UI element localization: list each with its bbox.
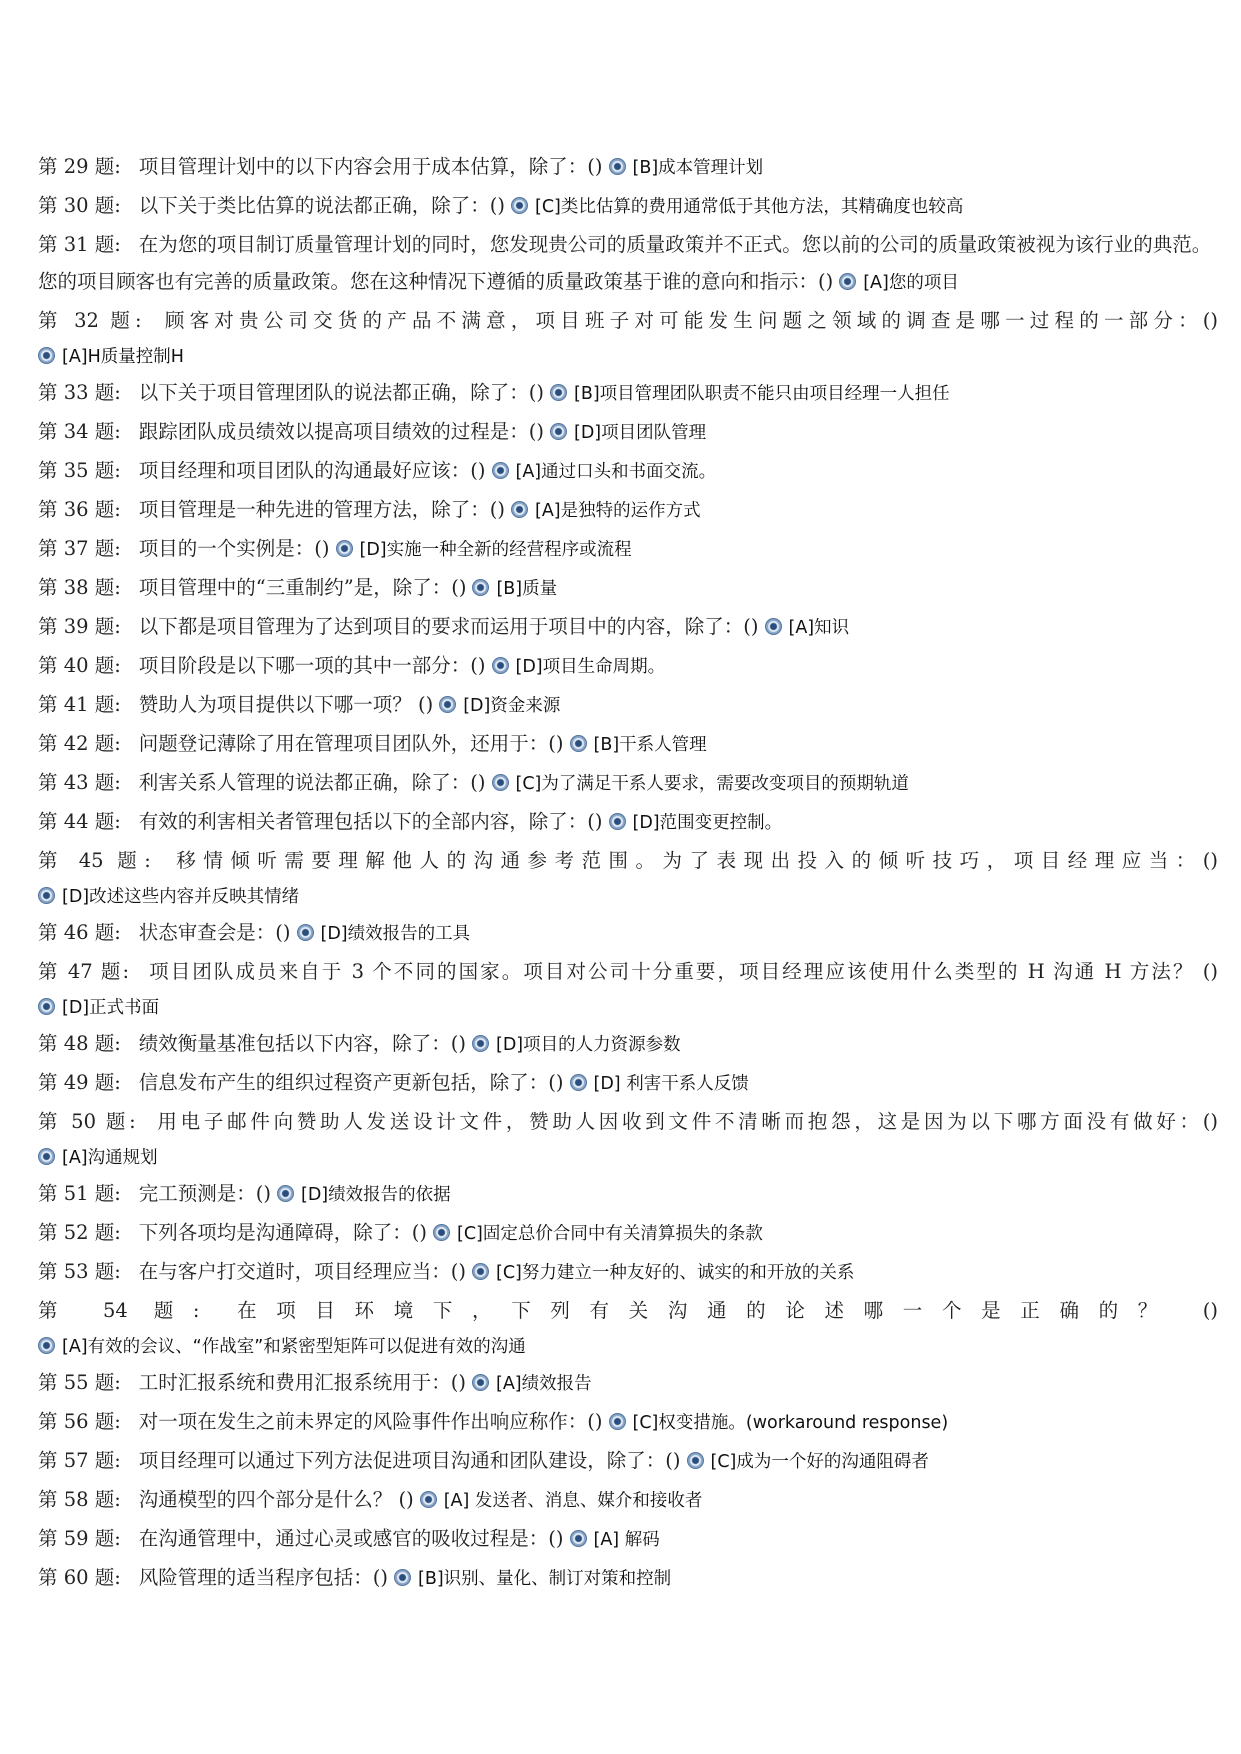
answer-text: [C]固定总价合同中有关清算损失的条款 bbox=[457, 1224, 763, 1244]
question-49 bbox=[38, 1064, 1218, 1103]
question-55 bbox=[38, 1364, 1218, 1403]
radio-selected-icon bbox=[609, 813, 626, 830]
radio-selected-icon bbox=[439, 696, 456, 713]
question-57 bbox=[38, 1442, 1218, 1481]
answer-text: [A]是独特的运作方式 bbox=[535, 501, 701, 521]
question-text: 工时汇报系统和费用汇报系统用于：() bbox=[138, 1371, 466, 1394]
question-text: 信息发布产生的组织过程资产更新包括，除了：() bbox=[138, 1071, 564, 1094]
answer-text: [C]努力建立一种友好的、诚实的和开放的关系 bbox=[496, 1263, 855, 1283]
question-number: 第 47 题: bbox=[38, 960, 130, 983]
question-46 bbox=[38, 914, 1218, 953]
radio-selected-icon bbox=[570, 1074, 587, 1091]
question-31 bbox=[38, 226, 1218, 302]
answer-text: [A] 发送者、消息、媒介和接收者 bbox=[443, 1491, 703, 1511]
radio-selected-icon bbox=[550, 423, 567, 440]
question-text: 在与客户打交道时，项目经理应当：() bbox=[138, 1260, 466, 1283]
answer-text: [A] 解码 bbox=[593, 1530, 660, 1550]
radio-selected-icon bbox=[420, 1491, 437, 1508]
question-text: 赞助人为项目提供以下哪一项？ () bbox=[138, 693, 434, 716]
question-number: 第 33 题: bbox=[38, 381, 121, 404]
radio-selected-icon bbox=[492, 462, 509, 479]
question-number: 第 43 题: bbox=[38, 771, 121, 794]
question-number: 第 49 题: bbox=[38, 1071, 121, 1094]
answer-text: [B]干系人管理 bbox=[593, 735, 707, 755]
question-58 bbox=[38, 1481, 1218, 1520]
question-43 bbox=[38, 764, 1218, 803]
question-60 bbox=[38, 1559, 1218, 1598]
question-50 bbox=[38, 1103, 1218, 1140]
question-number: 第 60 题: bbox=[38, 1566, 121, 1589]
question-number: 第 52 题: bbox=[38, 1221, 121, 1244]
question-34 bbox=[38, 413, 1218, 452]
question-number: 第 38 题: bbox=[38, 576, 121, 599]
question-number: 第 51 题: bbox=[38, 1182, 121, 1205]
answer-text: [C]类比估算的费用通常低于其他方法，其精确度也较高 bbox=[535, 197, 964, 217]
question-number: 第 53 题: bbox=[38, 1260, 121, 1283]
question-text: 状态审查会是：() bbox=[138, 921, 291, 944]
radio-selected-icon bbox=[492, 774, 509, 791]
question-number: 第 54 题: bbox=[38, 1299, 200, 1322]
question-list bbox=[38, 148, 1218, 1598]
answer-text: [D] 利害干系人反馈 bbox=[593, 1074, 749, 1094]
question-text: 项目管理计划中的以下内容会用于成本估算，除了：() bbox=[138, 155, 603, 178]
question-44 bbox=[38, 803, 1218, 842]
question-number: 第 36 题: bbox=[38, 498, 121, 521]
answer-text: [D]绩效报告的工具 bbox=[320, 924, 471, 944]
radio-selected-icon bbox=[687, 1452, 704, 1469]
question-number: 第 56 题: bbox=[38, 1410, 121, 1433]
question-text: 绩效衡量基准包括以下内容，除了：() bbox=[138, 1032, 466, 1055]
answer-text: [D]正式书面 bbox=[62, 998, 160, 1018]
question-37 bbox=[38, 530, 1218, 569]
question-number: 第 39 题: bbox=[38, 615, 121, 638]
question-text: 以下关于项目管理团队的说法都正确，除了：() bbox=[138, 381, 544, 404]
radio-selected-icon bbox=[492, 657, 509, 674]
answer-line bbox=[38, 990, 1218, 1025]
question-56 bbox=[38, 1403, 1218, 1442]
answer-text: [D]改述这些内容并反映其情绪 bbox=[62, 887, 300, 907]
question-text: 以下都是项目管理为了达到项目的要求而运用于项目中的内容，除了：() bbox=[138, 615, 759, 638]
question-text: 完工预测是：() bbox=[138, 1182, 271, 1205]
question-number: 第 30 题: bbox=[38, 194, 121, 217]
answer-text: [B]质量 bbox=[496, 579, 558, 599]
answer-line bbox=[38, 339, 1218, 374]
radio-selected-icon bbox=[839, 273, 856, 290]
question-text: 跟踪团队成员绩效以提高项目绩效的过程是：() bbox=[138, 420, 544, 443]
question-41 bbox=[38, 686, 1218, 725]
question-text: 项目经理和项目团队的沟通最好应该：() bbox=[138, 459, 486, 482]
answer-text: [D]绩效报告的依据 bbox=[301, 1185, 451, 1205]
radio-selected-icon bbox=[472, 1374, 489, 1391]
question-35 bbox=[38, 452, 1218, 491]
answer-text: [D]项目团队管理 bbox=[574, 423, 707, 443]
question-text: 对一项在发生之前未界定的风险事件作出响应称作：() bbox=[138, 1410, 603, 1433]
question-number: 第 35 题: bbox=[38, 459, 121, 482]
answer-text: [A]H质量控制H bbox=[62, 347, 184, 367]
radio-selected-icon bbox=[38, 1337, 55, 1354]
answer-text: [C]成为一个好的沟通阻碍者 bbox=[710, 1452, 929, 1472]
question-text: 移情倾听需要理解他人的沟通参考范围。为了表现出投入的倾听技巧，项目经理应当：() bbox=[168, 849, 1218, 872]
question-text: 问题登记薄除了用在管理项目团队外，还用于：() bbox=[138, 732, 564, 755]
question-51 bbox=[38, 1175, 1218, 1214]
question-number: 第 40 题: bbox=[38, 654, 121, 677]
question-text: 项目管理中的“三重制约”是，除了：() bbox=[138, 576, 467, 599]
question-number: 第 42 题: bbox=[38, 732, 121, 755]
question-45 bbox=[38, 842, 1218, 879]
question-text: 利害关系人管理的说法都正确，除了：() bbox=[138, 771, 486, 794]
question-39 bbox=[38, 608, 1218, 647]
radio-selected-icon bbox=[277, 1185, 294, 1202]
question-59 bbox=[38, 1520, 1218, 1559]
question-text: 在项目环境下，下列有关沟通的论述哪一个是正确的？ () bbox=[217, 1299, 1218, 1322]
answer-text: [B]识别、量化、制订对策和控制 bbox=[418, 1569, 672, 1589]
question-38 bbox=[38, 569, 1218, 608]
radio-selected-icon bbox=[570, 1530, 587, 1547]
answer-text: [A]沟通规划 bbox=[62, 1148, 158, 1168]
radio-selected-icon bbox=[609, 1413, 626, 1430]
answer-line bbox=[38, 1329, 1218, 1364]
question-number: 第 44 题: bbox=[38, 810, 121, 833]
question-53 bbox=[38, 1253, 1218, 1292]
radio-selected-icon bbox=[550, 384, 567, 401]
question-number: 第 41 题: bbox=[38, 693, 121, 716]
question-number: 第 48 题: bbox=[38, 1032, 121, 1055]
question-text: 项目团队成员来自于 3 个不同的国家。项目对公司十分重要，项目经理应该使用什么类型的 H 沟通 H 方法？ () bbox=[147, 960, 1219, 983]
question-number: 第 32 题: bbox=[38, 309, 142, 332]
question-text: 用电子邮件向赞助人发送设计文件，赞助人因收到文件不清晰而抱怨，这是因为以下哪方面没有做好：() bbox=[153, 1110, 1218, 1133]
answer-line bbox=[38, 1140, 1218, 1175]
question-number: 第 57 题: bbox=[38, 1449, 121, 1472]
radio-selected-icon bbox=[38, 887, 55, 904]
answer-text: [C]权变措施。(workaround response) bbox=[632, 1413, 949, 1433]
radio-selected-icon bbox=[570, 735, 587, 752]
radio-selected-icon bbox=[472, 579, 489, 596]
radio-selected-icon bbox=[472, 1035, 489, 1052]
answer-text: [B]项目管理团队职责不能只由项目经理一人担任 bbox=[574, 384, 950, 404]
question-number: 第 59 题: bbox=[38, 1527, 121, 1550]
question-number: 第 31 题: bbox=[38, 233, 121, 256]
question-number: 第 50 题: bbox=[38, 1110, 136, 1133]
question-text: 顾客对贵公司交货的产品不满意，项目班子对可能发生问题之领域的调查是哪一过程的一部分：() bbox=[159, 309, 1219, 332]
question-number: 第 45 题: bbox=[38, 849, 151, 872]
question-text: 有效的利害相关者管理包括以下的全部内容，除了：() bbox=[138, 810, 603, 833]
answer-text: [D]实施一种全新的经营程序或流程 bbox=[359, 540, 632, 560]
radio-selected-icon bbox=[336, 540, 353, 557]
question-number: 第 58 题: bbox=[38, 1488, 121, 1511]
question-number: 第 46 题: bbox=[38, 921, 121, 944]
question-54 bbox=[38, 1292, 1218, 1329]
radio-selected-icon bbox=[394, 1569, 411, 1586]
question-text: 下列各项均是沟通障碍，除了：() bbox=[138, 1221, 427, 1244]
answer-text: [D]项目生命周期。 bbox=[515, 657, 666, 677]
question-47 bbox=[38, 953, 1218, 990]
question-number: 第 29 题: bbox=[38, 155, 121, 178]
answer-text: [A]您的项目 bbox=[863, 273, 959, 293]
radio-selected-icon bbox=[297, 924, 314, 941]
question-number: 第 55 题: bbox=[38, 1371, 121, 1394]
question-29 bbox=[38, 148, 1218, 187]
question-text: 项目管理是一种先进的管理方法，除了：() bbox=[138, 498, 505, 521]
radio-selected-icon bbox=[765, 618, 782, 635]
question-text: 项目的一个实例是：() bbox=[138, 537, 330, 560]
radio-selected-icon bbox=[38, 998, 55, 1015]
answer-text: [A]绩效报告 bbox=[496, 1374, 592, 1394]
question-32 bbox=[38, 302, 1218, 339]
answer-text: [D]范围变更控制。 bbox=[632, 813, 783, 833]
radio-selected-icon bbox=[511, 501, 528, 518]
radio-selected-icon bbox=[433, 1224, 450, 1241]
answer-text: [A]有效的会议、“作战室”和紧密型矩阵可以促进有效的沟通 bbox=[62, 1337, 526, 1357]
question-number: 第 37 题: bbox=[38, 537, 121, 560]
radio-selected-icon bbox=[38, 1148, 55, 1165]
answer-text: [A]通过口头和书面交流。 bbox=[515, 462, 717, 482]
question-text: 项目经理可以通过下列方法促进项目沟通和团队建设，除了：() bbox=[138, 1449, 681, 1472]
question-40 bbox=[38, 647, 1218, 686]
answer-text: [D]资金来源 bbox=[463, 696, 561, 716]
question-text: 沟通模型的四个部分是什么？ () bbox=[138, 1488, 414, 1511]
answer-text: [C]为了满足干系人要求，需要改变项目的预期轨道 bbox=[515, 774, 909, 794]
question-text: 风险管理的适当程序包括：() bbox=[138, 1566, 388, 1589]
question-text: 项目阶段是以下哪一项的其中一部分：() bbox=[138, 654, 486, 677]
question-36 bbox=[38, 491, 1218, 530]
question-text: 在沟通管理中，通过心灵或感官的吸收过程是：() bbox=[138, 1527, 564, 1550]
radio-selected-icon bbox=[38, 347, 55, 364]
question-33 bbox=[38, 374, 1218, 413]
question-text: 以下关于类比估算的说法都正确，除了：() bbox=[138, 194, 505, 217]
answer-text: [B]成本管理计划 bbox=[632, 158, 764, 178]
answer-text: [A]知识 bbox=[788, 618, 850, 638]
question-48 bbox=[38, 1025, 1218, 1064]
answer-text: [D]项目的人力资源参数 bbox=[496, 1035, 681, 1055]
radio-selected-icon bbox=[511, 197, 528, 214]
radio-selected-icon bbox=[609, 158, 626, 175]
answer-line bbox=[38, 879, 1218, 914]
question-text: 在为您的项目制订质量管理计划的同时，您发现贵公司的质量政策并不正式。您以前的公司的质量政策被视为该行业的典范。您的项目顾客也有完善的质量政策。您在这种情况下遵循的质量政策基于谁的意向和指示：() bbox=[38, 233, 1212, 293]
question-42 bbox=[38, 725, 1218, 764]
radio-selected-icon bbox=[472, 1263, 489, 1280]
question-30 bbox=[38, 187, 1218, 226]
question-number: 第 34 题: bbox=[38, 420, 121, 443]
question-52 bbox=[38, 1214, 1218, 1253]
